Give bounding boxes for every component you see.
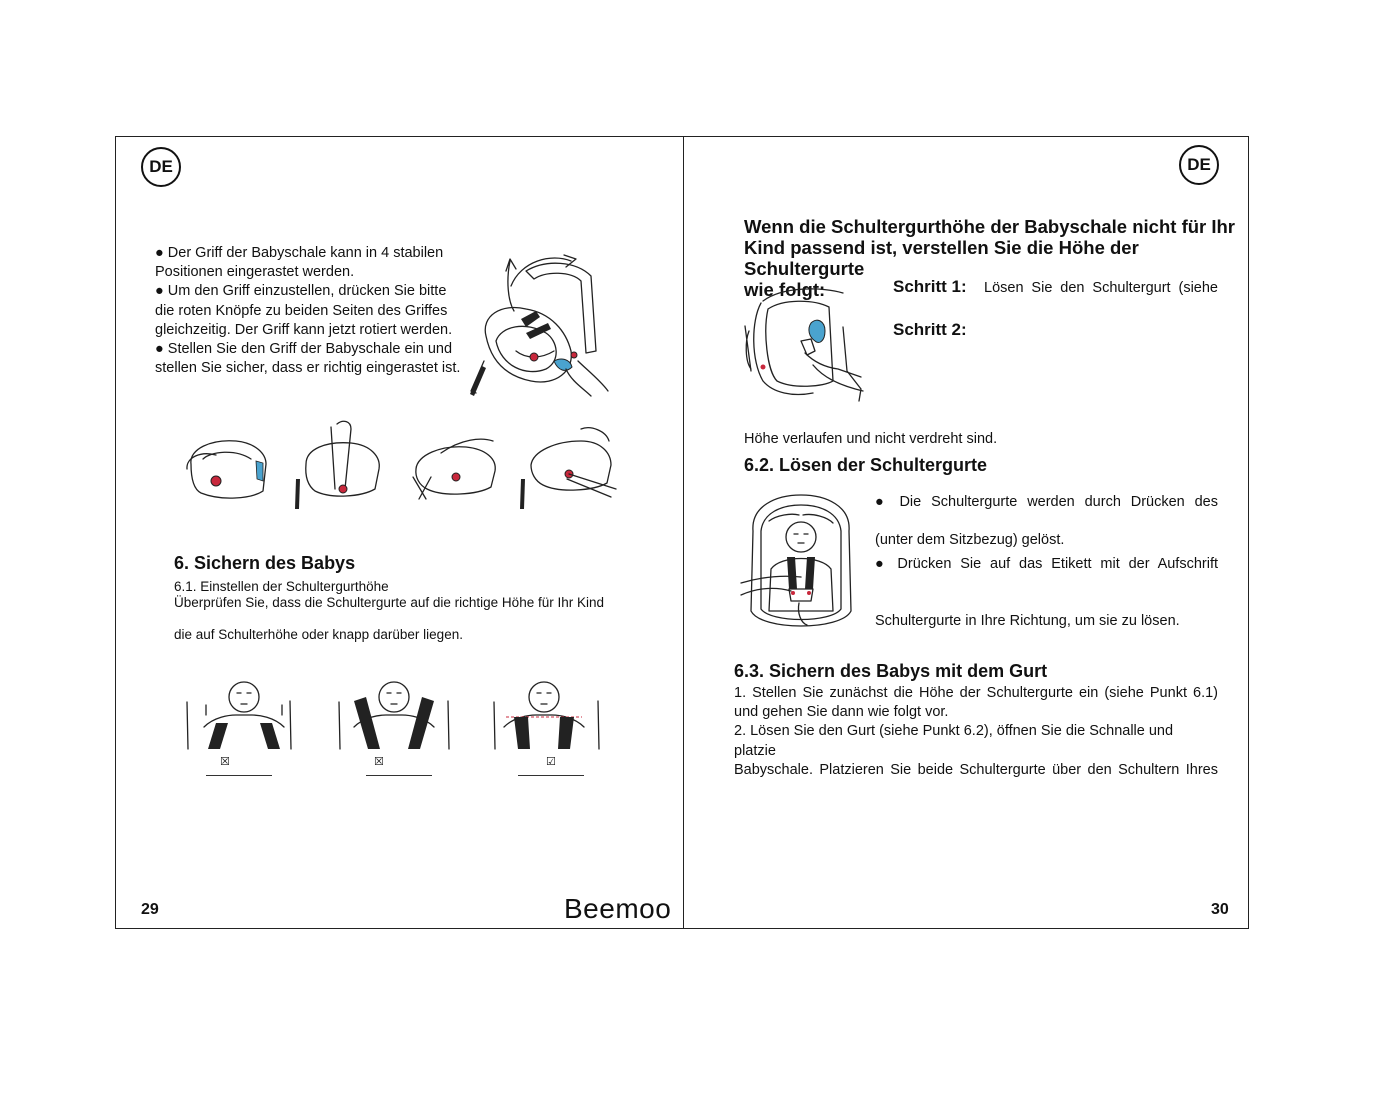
heading-line: Wenn die Schultergurthöhe der Babyschale nicht für Ihr (744, 216, 1236, 237)
section-6-1-line-2: die auf Schulterhöhe oder knapp darüber liegen. (174, 627, 463, 642)
strap-correct-figure (494, 682, 599, 749)
page-29 (116, 137, 684, 928)
handle-line: ● Stellen Sie den Griff der Babyschale ein und (155, 341, 453, 358)
handle-line: ● Um den Griff einzustellen, drücken Sie bitte (155, 283, 447, 300)
language-badge: DE (1179, 145, 1219, 185)
caption-rule (366, 775, 432, 776)
brand-logo: Beemoo (564, 893, 672, 924)
step-1-label: Schritt 1: (893, 277, 967, 296)
language-badge: DE (141, 147, 181, 187)
release-bullet-1-cont: (unter dem Sitzbezug) gelöst. (875, 532, 1065, 548)
strap-height-illustration (184, 677, 604, 767)
handle-position-2 (295, 421, 379, 509)
strap-adjust-illustration (743, 281, 868, 405)
strap-too-high-figure (339, 682, 449, 749)
page-number: 29 (141, 901, 159, 918)
release-bullet-2-cont: Schultergurte in Ihre Richtung, um sie zu lösen. (875, 613, 1180, 629)
heading-line: wie folgt: (744, 279, 826, 300)
check-mark-wrong-2: ☒ (374, 756, 384, 768)
handle-line: Positionen eingerastet werden. (155, 264, 355, 281)
handle-position-4 (520, 428, 616, 509)
check-mark-correct: ☑ (546, 756, 556, 768)
section-6-title: 6. Sichern des Babys (174, 553, 356, 573)
section-6-3-line: und gehen Sie dann wie folgt vor. (734, 704, 949, 721)
section-6-3-line: 1. Stellen Sie zunächst die Höhe der Schultergurte ein (siehe Punkt 6.1) (734, 685, 1218, 701)
release-bullet-1: ● Die Schultergurte werden durch Drücken des (875, 494, 1218, 510)
handle-positions-illustration (181, 419, 621, 511)
handle-line: die roten Knöpfe zu beiden Seiten des Griffes (155, 302, 448, 319)
handle-position-3 (413, 439, 495, 499)
release-bullet-2: ● Drücken Sie auf das Etikett mit der Aufschrift (875, 556, 1218, 572)
handle-line: ● Der Griff der Babyschale kann in 4 stabilen (155, 245, 444, 261)
step-2-label: Schritt 2: (893, 320, 967, 339)
manual-spread (115, 136, 1249, 929)
page-30 (683, 137, 1248, 928)
baby-in-seat-illustration (741, 491, 861, 639)
section-6-1-line: Überprüfen Sie, dass die Schultergurte auf die richtige Höhe für Ihr Kind (174, 595, 604, 610)
section-6-1-title: 6.1. Einstellen der Schultergurthöhe (174, 579, 389, 594)
section-6-3-text (734, 684, 1218, 761)
handle-line: stellen Sie sicher, dass er richtig eingerastet ist. (155, 360, 461, 377)
car-seat-handle-illustration (466, 241, 616, 401)
handle-line: gleichzeitig. Der Griff kann jetzt rotiert werden. (155, 321, 453, 338)
page-number: 30 (1211, 901, 1229, 918)
section-6-3-line: 2. Lösen Sie den Gurt (siehe Punkt 6.2), öffnen Sie die Schnalle und platzie (734, 723, 1174, 759)
strap-too-low-figure (187, 682, 291, 749)
check-mark-wrong-1: ☒ (220, 756, 230, 768)
section-6-3-last-line: Babyschale. Platzieren Sie beide Schultergurte über den Schultern Ihres (734, 762, 1218, 778)
handle-position-1 (187, 441, 266, 498)
handle-instructions (155, 244, 475, 378)
heading-line: Kind passend ist, verstellen Sie die Höhe der Schultergurte (744, 237, 1139, 279)
caption-rule (206, 775, 272, 776)
caption-rule (518, 775, 584, 776)
section-6-2-title: 6.2. Lösen der Schultergurte (744, 455, 988, 475)
section-6-3-title: 6.3. Sichern des Babys mit dem Gurt (734, 661, 1048, 681)
step-1-text: Lösen Sie den Schultergurt (siehe (984, 280, 1218, 296)
strap-check-line: Höhe verlaufen und nicht verdreht sind. (744, 431, 998, 447)
